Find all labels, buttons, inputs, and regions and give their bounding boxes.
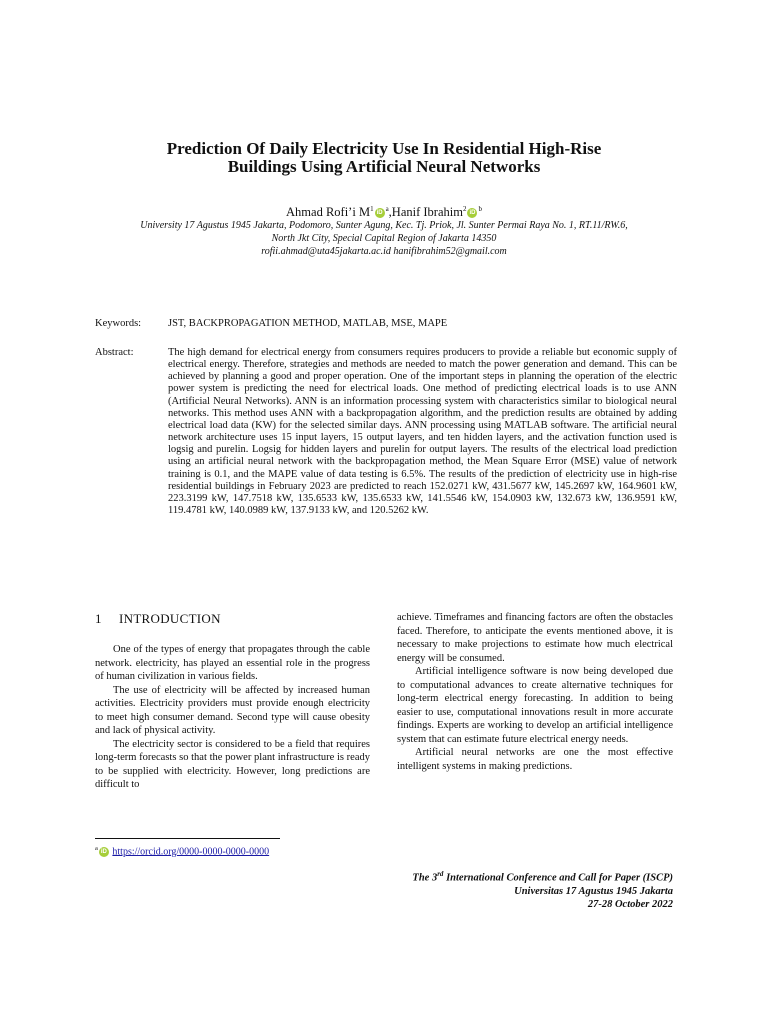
orcid-link[interactable]: https://orcid.org/0000-0000-0000-0000 xyxy=(112,846,270,858)
section-title: INTRODUCTION xyxy=(119,611,221,626)
footnote-mark: a xyxy=(95,845,98,852)
body-column-right xyxy=(397,611,673,773)
body-paragraph: The electricity sector is considered to be a field that requires long-term forecasts so that the power plant infrastructure is ready to be supplied with electricity. However, long predictions are difficult to xyxy=(95,738,370,790)
conference-footer xyxy=(300,868,673,911)
conference-line-2: Universitas 17 Agustus 1945 Jakarta xyxy=(514,885,673,897)
keywords-text: JST, BACKPROPAGATION METHOD, MATLAB, MSE, MAPE xyxy=(168,318,448,329)
title-line-2: Buildings Using Artificial Neural Networks xyxy=(227,157,541,176)
conference-line-3: 27-28 October 2022 xyxy=(587,898,673,910)
footnote-divider xyxy=(95,838,280,839)
author-1-footnote-mark: a xyxy=(385,204,389,213)
section-heading xyxy=(95,611,221,627)
author-1-name: Ahmad Rofi’i M xyxy=(286,205,371,219)
paper-title xyxy=(60,140,708,176)
orcid-icon: iD xyxy=(100,849,107,856)
section-number: 1 xyxy=(95,611,102,626)
body-paragraph-continued: achieve. Timeframes and financing factors are often the obstacles faced. Therefore, to anticipate the events mentioned above, it is necessary to make projections to estimate how much electrical energy will be consumed. xyxy=(397,612,673,664)
orcid-icon[interactable]: iD xyxy=(469,210,476,217)
footnote xyxy=(95,845,269,857)
conference-ordinal-sup: rd xyxy=(437,870,444,878)
body-paragraph: The use of electricity will be affected by increased human activities. Electricity providers must provide enough electricity to meet high consumer demand. Second type will cause obesity and lack of physical activity. xyxy=(95,684,370,736)
conference-name-rest: International Conference and Call for Paper (ISCP) xyxy=(443,872,673,884)
orcid-icon[interactable]: iD xyxy=(376,210,383,217)
body-paragraph: Artificial intelligence software is now being developed due to computational advances to create alternative techniques for long-term electrical energy forecasting. In addition to being easier to use, computational innovations result in more accurate findings. Experts are working to develop an artificial intelligence system that can estimate future electrical energy needs. xyxy=(397,666,673,745)
affiliation-line-1: University 17 Agustus 1945 Jakarta, Podomoro, Sunter Agung, Kec. Tj. Priok, Jl. Sunter Permai Raya No. 1, RT.11/RW.6, xyxy=(140,220,628,231)
body-column-left xyxy=(95,643,370,792)
keywords-label: Keywords: xyxy=(95,318,142,329)
author-1-affil-sup: 1 xyxy=(370,204,374,213)
conference-line-1 xyxy=(300,868,673,885)
author-2-affil-sup: 2 xyxy=(462,204,467,213)
conference-name-part: The 3 xyxy=(412,872,438,884)
body-paragraph: One of the types of energy that propagates through the cable network. electricity, has played an essential role in the progress of human civilization in various fields. xyxy=(95,644,370,682)
author-emails: rofii.ahmad@uta45jakarta.ac.id hanifibrahim52@gmail.com xyxy=(261,246,507,257)
affiliation-line-2: North Jkt City, Special Capital Region of Jakarta 14350 xyxy=(271,233,497,244)
body-paragraph: Artificial neural networks are one the most effective intelligent systems in making predictions. xyxy=(397,747,673,772)
author-2-footnote-mark: b xyxy=(478,204,482,213)
author-list: Ahmad Rofi’i $M^1iD^a,Hanif$ $Ibrahim^2iD^b$ xyxy=(286,204,482,219)
abstract-text: The high demand for electrical energy from consumers requires producers to provide a reliable but economic supply of electrical energy. Therefore, strategies and methods are needed to match the power generation and demand. This can be achieved by planning a good and proper operation. One of the important steps in planning the operation of the electric power system is predicting the need for electrical loads. One method of predicting electrical loads is to use ANN (Artificial Neural Networks). ANN is an information processing system with characteristics similar to biological neural networks. This method uses ANN with a backpropagation algorithm, and the prediction results are obtained by adding electrical load data (KW) for the selected similar days. ANN processing using MATLAB software. The artificial neural network architecture uses 15 input layers, 15 output layers, and ten hidden layers, and the activation function used is logsig and purelin. Logsig for hidden layers and purelin for output layers. The results of the electrical load prediction using an artificial neural network with the backpropagation method, the Mean Square Error (MSE) value of network training is 0.1, and the MAPE value of data testing is 6.5%. The results of the prediction of electricity use in high-rise residential buildings in February 2023 are predicted to reach 152.0271 kW, 431.5677 kW, 145.2697 kW, 164.9601 kW, 223.3199 kW, 147.7518 kW, 135.6533 kW, 135.6533 kW, 141.5546 kW, 154.0903 kW, 132.673 kW, 136.9591 kW, 119.4781 kW, 140.0989 kW, 137.9133 kW, and 120.5262 kW. xyxy=(168,347,677,517)
abstract-label: Abstract: xyxy=(95,347,134,358)
author-2-name: Hanif Ibrahim xyxy=(391,205,463,219)
title-line-1: Prediction Of Daily Electricity Use In Residential High-Rise xyxy=(166,139,602,158)
affiliation xyxy=(60,219,708,258)
